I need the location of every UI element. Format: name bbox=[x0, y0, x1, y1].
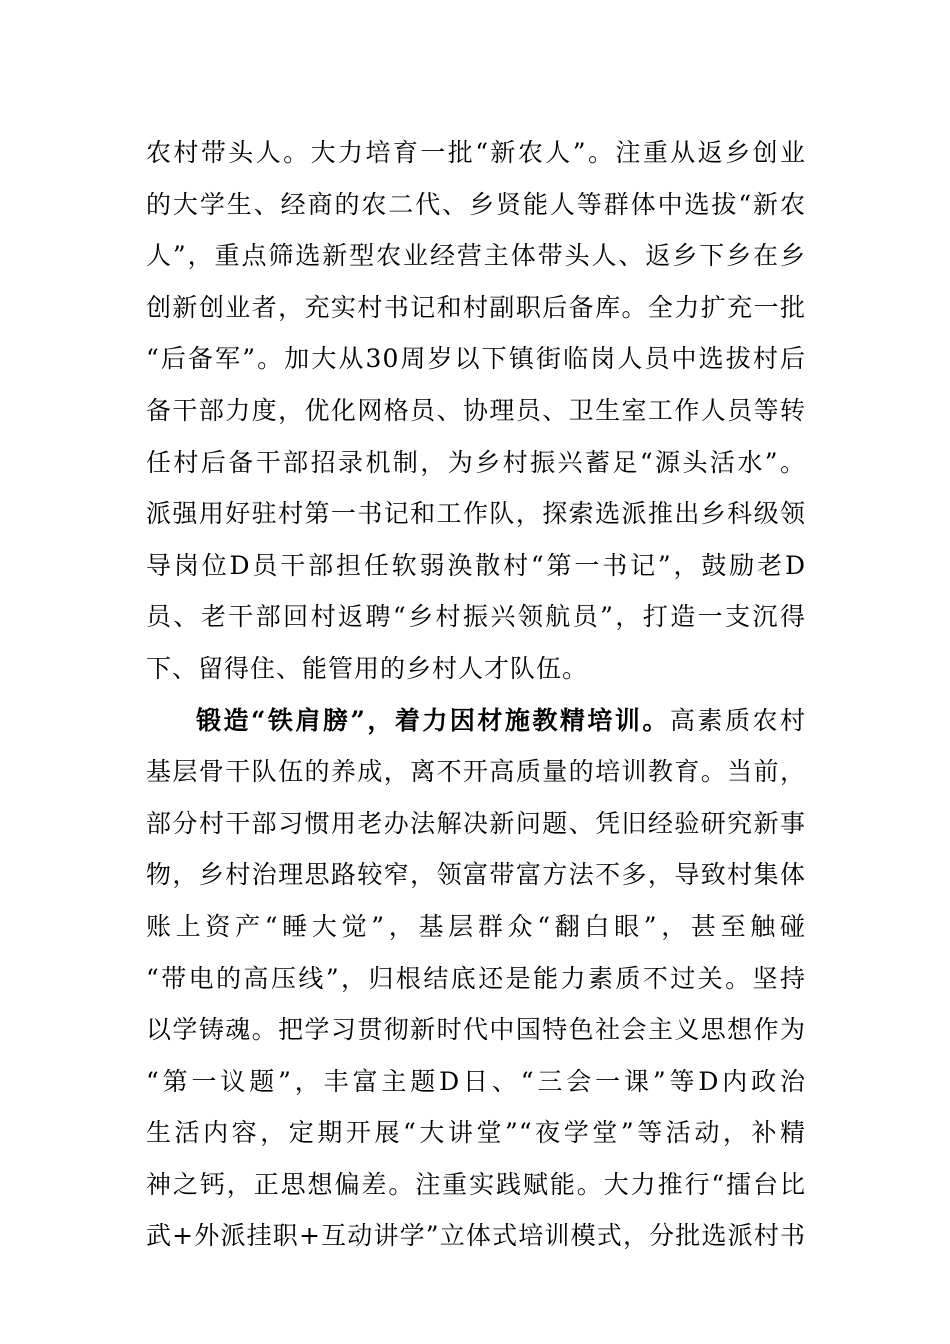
text-line: 任村后备干部招录机制，为乡村振兴蓄足“源头活水”。 bbox=[146, 447, 806, 477]
text-line: 物，乡村治理思路较窄，领富带富方法不多，导致村集体 bbox=[146, 860, 806, 890]
text-line: 武+外派挂职+互动讲学”立体式培训模式，分批选派村书 bbox=[146, 1221, 806, 1251]
text-line: 人”，重点筛选新型农业经营主体带头人、返乡下乡在乡 bbox=[146, 241, 806, 271]
document-body bbox=[146, 127, 806, 1262]
text-line: 神之钙，正思想偏差。注重实践赋能。大力推行“擂台比 bbox=[146, 1169, 806, 1199]
text-line: 生活内容，定期开展“大讲堂”“夜学堂”等活动，补精 bbox=[146, 1118, 806, 1148]
text-line: “带电的高压线”，归根结底还是能力素质不过关。坚持 bbox=[146, 963, 806, 993]
text-line: 基层骨干队伍的养成，离不开高质量的培训教育。当前， bbox=[146, 757, 806, 787]
paragraph-first-line bbox=[146, 695, 806, 747]
text-line: 备干部力度，优化网格员、协理员、卫生室工作人员等转 bbox=[146, 395, 806, 425]
text-line: 员、老干部回村返聘“乡村振兴领航员”，打造一支沉得 bbox=[146, 602, 806, 632]
text-line: “后备军”。加大从30周岁以下镇街临岗人员中选拔村后 bbox=[146, 344, 806, 374]
text-line: “第一议题”，丰富主题D日、“三会一课”等D内政治 bbox=[146, 1066, 806, 1096]
text-line: 派强用好驻村第一书记和工作队，探索选派推出乡科级领 bbox=[146, 499, 806, 529]
text-line: 以学铸魂。把学习贯彻新时代中国特色社会主义思想作为 bbox=[146, 1015, 806, 1045]
text-line: 创新创业者，充实村书记和村副职后备库。全力扩充一批 bbox=[146, 292, 806, 322]
text-line: 的大学生、经商的农二代、乡贤能人等群体中选拔“新农 bbox=[146, 189, 806, 219]
text-line: 账上资产“睡大觉”，基层群众“翻白眼”，甚至触碰 bbox=[146, 911, 806, 941]
text-line: 导岗位D员干部担任软弱涣散村“第一书记”，鼓励老D bbox=[146, 550, 806, 580]
text-line: 下、留得住、能管用的乡村人才队伍。 bbox=[146, 653, 589, 683]
text-line: 农村带头人。大力培育一批“新农人”。注重从返乡创业 bbox=[146, 138, 806, 167]
text-line: 部分村干部习惯用老办法解决新问题、凭旧经验研究新事 bbox=[146, 808, 806, 838]
paragraph-lead-text: 高素质农村 bbox=[669, 705, 806, 735]
paragraph-heading: 锻造“铁肩膀”，着力因材施教精培训。 bbox=[196, 705, 670, 735]
